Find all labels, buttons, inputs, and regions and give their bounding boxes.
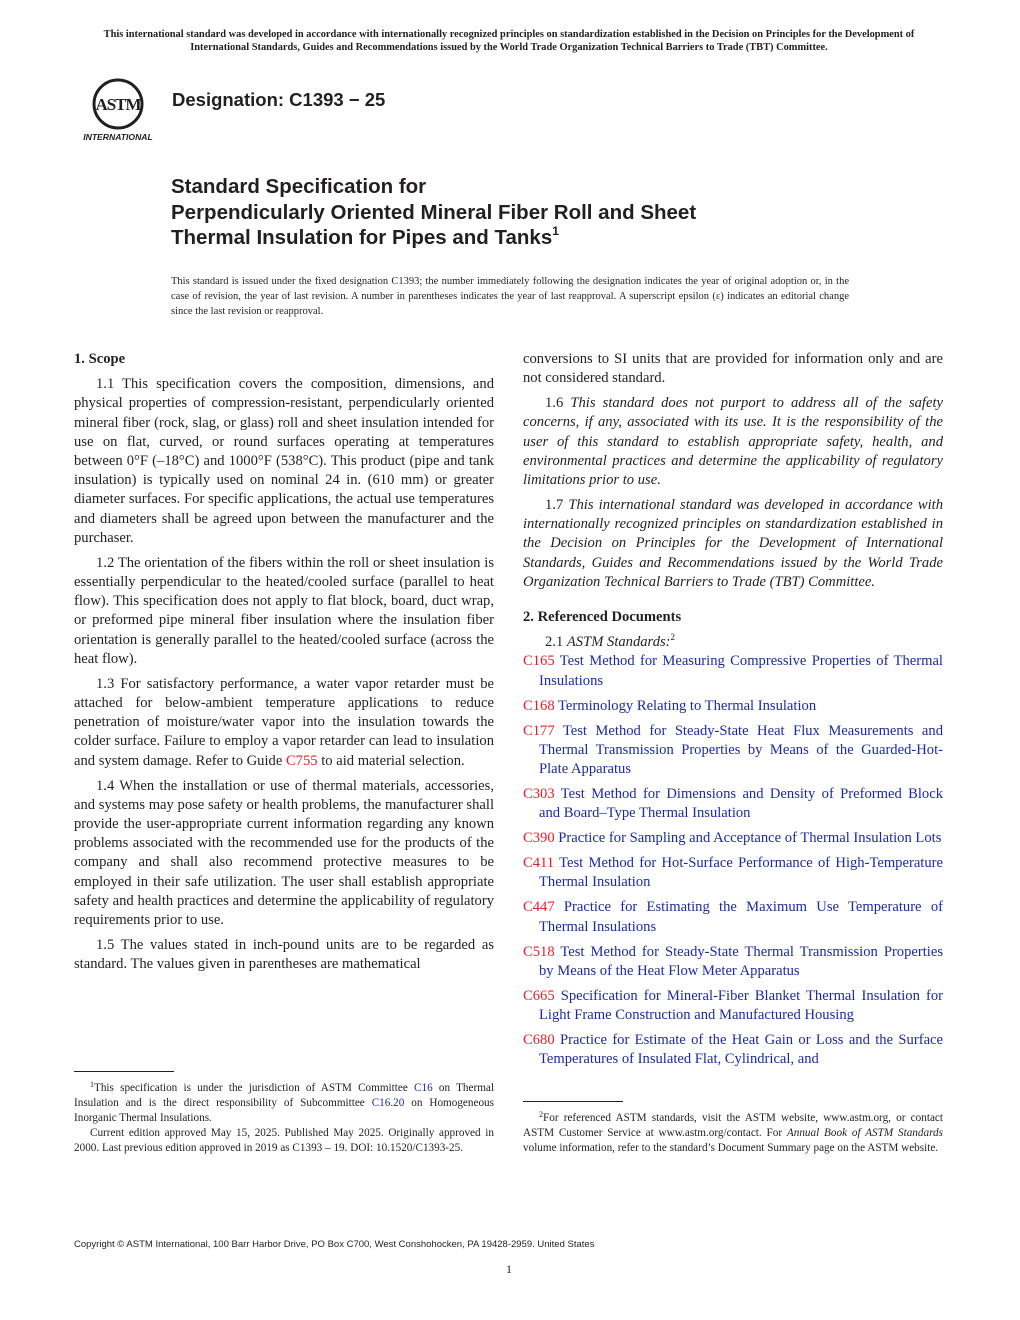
footnote-1-a: This specification is under the jurisdiction of ASTM Committee xyxy=(94,1082,415,1094)
right-column xyxy=(523,350,943,1075)
reference-title-link[interactable]: Specification for Mineral-Fiber Blanket Thermal Insulation for Light Frame Construction and Manufactured Housing xyxy=(539,987,943,1024)
scope-1-3-text-end: to aid material selection. xyxy=(317,752,465,769)
reference-item xyxy=(523,697,943,716)
footnote-1-c: on Homogeneous Inorganic Thermal Insulations. xyxy=(74,1097,494,1124)
footnote-2 xyxy=(523,1111,943,1156)
link-c755[interactable]: C755 xyxy=(285,752,318,769)
reference-item xyxy=(523,854,943,892)
reference-item xyxy=(523,1031,943,1069)
scope-1-6-num: 1.6 xyxy=(545,395,571,412)
reference-title-link[interactable]: Practice for Estimating the Maximum Use Temperature of Thermal Insulations xyxy=(539,899,943,935)
reference-code-link[interactable]: C665 xyxy=(523,987,555,1004)
scope-heading: 1. Scope xyxy=(74,351,126,367)
scope-1-4: 1.4 When the installation or use of thermal materials, accessories, and systems may pose safety or health problems, the manufacturer shall provide the user-appropriate current information regarding any known problems associated with the recommended use for the products of the company and shall also recommend protective measures to be employed in their safe utilization. The user shall establish appropriate safety and health practices and determine the applicability of regulatory requirements prior to use. xyxy=(74,777,494,929)
scope-1-3-text: 1.3 For satisfactory performance, a water vapor retarder must be attached for below-ambient temperature applications to reduce penetration of moisture/water vapor into the insulation towards the colder surface. Failure to employ a vapor retarder can lead to insulation and system damage. Refer to Guide xyxy=(74,675,494,769)
scope-1-7-text: This international standard was developed in accordance with internationally recognized principles on standardization established in the Decision on Principles for the Development of International Standards, Guides and Recommendations issued by the World Trade Organization Technical Barriers to Trade (TBT) Committee. xyxy=(523,497,944,590)
svg-text:INTERNATIONAL: INTERNATIONAL xyxy=(83,132,153,142)
reference-title-link[interactable]: Practice for Estimate of the Heat Gain or Loss and the Surface Temperatures of Insulated Flat, Cylindrical, and xyxy=(539,1032,943,1068)
link-c16[interactable]: C16 xyxy=(414,1082,433,1094)
reference-title-link[interactable]: Test Method for Steady-State Thermal Transmission Properties by Means of the Heat Flow Meter Apparatus xyxy=(539,943,943,979)
footnote-1-b: on Thermal Insulation and is the direct responsibility of Subcommittee xyxy=(74,1082,494,1109)
reference-item xyxy=(523,898,943,936)
astm-logo-icon xyxy=(76,74,160,146)
reference-title-link[interactable]: Test Method for Hot-Surface Performance of High-Temperature Thermal Insulation xyxy=(539,855,943,891)
reference-title-link[interactable]: Test Method for Steady-State Heat Flux Measurements and Thermal Transmission Properties by Means of the Guarded-Hot-Plate Apparatus xyxy=(539,722,943,778)
title-line-2: Perpendicularly Oriented Mineral Fiber Roll and Sheet xyxy=(171,200,697,224)
referenced-documents-heading: 2. Referenced Documents xyxy=(523,609,682,626)
reference-title-link[interactable]: Test Method for Measuring Compressive Properties of Thermal Insulations xyxy=(539,653,943,689)
footnote-2-a: For referenced ASTM standards, visit the ASTM website, www.astm.org, or contact ASTM Customer Service at www.astm.org/contact. For xyxy=(523,1112,943,1139)
footnote-1 xyxy=(74,1081,494,1156)
scope-1-6-text: This standard does not purport to address all of the safety concerns, if any, associated with its use. It is the responsibility of the user of this standard to establish appropriate safety, health, and environmental practices and determine the applicability of regulatory limitations prior to use. xyxy=(523,395,943,489)
reference-item xyxy=(523,785,943,823)
reference-code-link[interactable]: C303 xyxy=(523,786,555,803)
title-footnote-mark: 1 xyxy=(552,224,559,238)
svg-text:ASTM: ASTM xyxy=(95,95,141,114)
document-title xyxy=(171,174,871,251)
reference-list xyxy=(523,652,943,1069)
footnote-2-italic: Annual Book of ASTM Standards xyxy=(786,1127,943,1139)
scope-1-3 xyxy=(74,675,494,771)
footnote-1-text xyxy=(74,1081,494,1126)
left-column xyxy=(74,350,494,980)
reference-item xyxy=(523,987,943,1025)
footnote-1-mark: 1 xyxy=(90,1080,94,1089)
reference-title-link[interactable]: Terminology Relating to Thermal Insulation xyxy=(554,697,817,714)
scope-1-7 xyxy=(523,496,943,592)
footnote-rule-left xyxy=(74,1071,174,1072)
reference-code-link[interactable]: C177 xyxy=(523,722,555,739)
footnote-rule-right xyxy=(523,1101,623,1102)
scope-1-6 xyxy=(523,394,943,490)
astm-standards-label: ASTM Standards: xyxy=(566,634,671,651)
footnote-2-text xyxy=(523,1111,943,1156)
astm-standards-footnote-mark: 2 xyxy=(670,632,676,643)
astm-standards-num: 2.1 xyxy=(545,634,567,651)
title-line-1: Standard Specification for xyxy=(171,175,427,198)
scope-1-2: 1.2 The orientation of the fibers within the roll or sheet insulation is essentially perpendicular to the heated/cooled surface (parallel to heat flow). This specification does not apply to flat block, board, duct wrap, or preformed pipe mineral fiber insulation where the insulation fiber orientation is generally parallel to the heated/cooled surface (across the heat flow). xyxy=(74,554,494,667)
footnote-1-edition: Current edition approved May 15, 2025. Published May 2025. Originally approved in 2000. Last previous edition approved in 2019 as C1393 – 19. DOI: 10.1520/C1393-25. xyxy=(74,1127,494,1154)
title-line-3 xyxy=(171,225,871,251)
reference-title-link[interactable]: Test Method for Dimensions and Density of Preformed Block and Board–Type Thermal Insulation xyxy=(539,786,943,822)
scope-1-7-num: 1.7 xyxy=(545,497,569,514)
reference-item xyxy=(523,829,943,848)
reference-item xyxy=(523,652,943,690)
issue-note: This standard is issued under the fixed designation C1393; the number immediately following the designation indicates the year of original adoption or, in the case of revision, the year of last revision. A number in parentheses indicates the year of last reapproval. A superscript epsilon (ε) indicates an editorial change since the last revision or reapproval. xyxy=(171,276,849,317)
reference-item xyxy=(523,722,943,780)
title-line-3-text: Thermal Insulation for Pipes and Tanks xyxy=(171,226,553,249)
reference-item xyxy=(523,943,943,981)
reference-code-link[interactable]: C390 xyxy=(523,830,555,847)
scope-1-1: 1.1 This specification covers the composition, dimensions, and physical properties of compression-resistant, perpendicularly oriented mineral fiber (rock, slag, or glass) roll and sheet insulation intended for use on flat, curved, or round surfaces operating at temperatures between 0°F (–18°C) and 1000°F (538°C). This product (pipe and tank insulation) is typically used on nominal 24 in. (610 mm) or greater diameter surfaces. For specific applications, the actual use temperatures and diameters shall be agreed upon between the manufacturer and the purchaser. xyxy=(74,376,494,546)
reference-code-link[interactable]: C165 xyxy=(523,653,555,670)
reference-code-link[interactable]: C680 xyxy=(523,1032,555,1049)
tbt-notice: This international standard was developed in accordance with internationally recognized principles on standardization established in the Decision on Principles for the Development of International Standards, Guides and Recommendations issued by the World Trade Organization Technical Barriers to Trade (TBT) Committee. xyxy=(103,29,915,53)
scope-1-5-continued: conversions to SI units that are provided for information only and are not considered standard. xyxy=(523,351,943,387)
designation: Designation: C1393 − 25 xyxy=(172,89,386,110)
reference-code-link[interactable]: C168 xyxy=(523,697,555,714)
reference-code-link[interactable]: C447 xyxy=(523,899,555,916)
scope-1-5: 1.5 The values stated in inch-pound units are to be regarded as standard. The values given in parentheses are mathematical xyxy=(74,937,494,973)
astm-standards-subheading xyxy=(523,633,943,652)
astm-logo xyxy=(76,74,160,146)
reference-title-link[interactable]: Practice for Sampling and Acceptance of Thermal Insulation Lots xyxy=(554,830,942,847)
page-number: 1 xyxy=(506,1262,512,1276)
footnote-2-mark: 2 xyxy=(539,1110,543,1119)
reference-code-link[interactable]: C411 xyxy=(523,855,555,872)
reference-code-link[interactable]: C518 xyxy=(523,943,555,960)
link-c16-20[interactable]: C16.20 xyxy=(371,1097,405,1109)
footnote-2-b: volume information, refer to the standard’s Document Summary page on the ASTM website. xyxy=(523,1142,939,1154)
copyright-line: Copyright © ASTM International, 100 Barr Harbor Drive, PO Box C700, West Conshohocken, PA 19428-2959. United States xyxy=(74,1239,595,1250)
